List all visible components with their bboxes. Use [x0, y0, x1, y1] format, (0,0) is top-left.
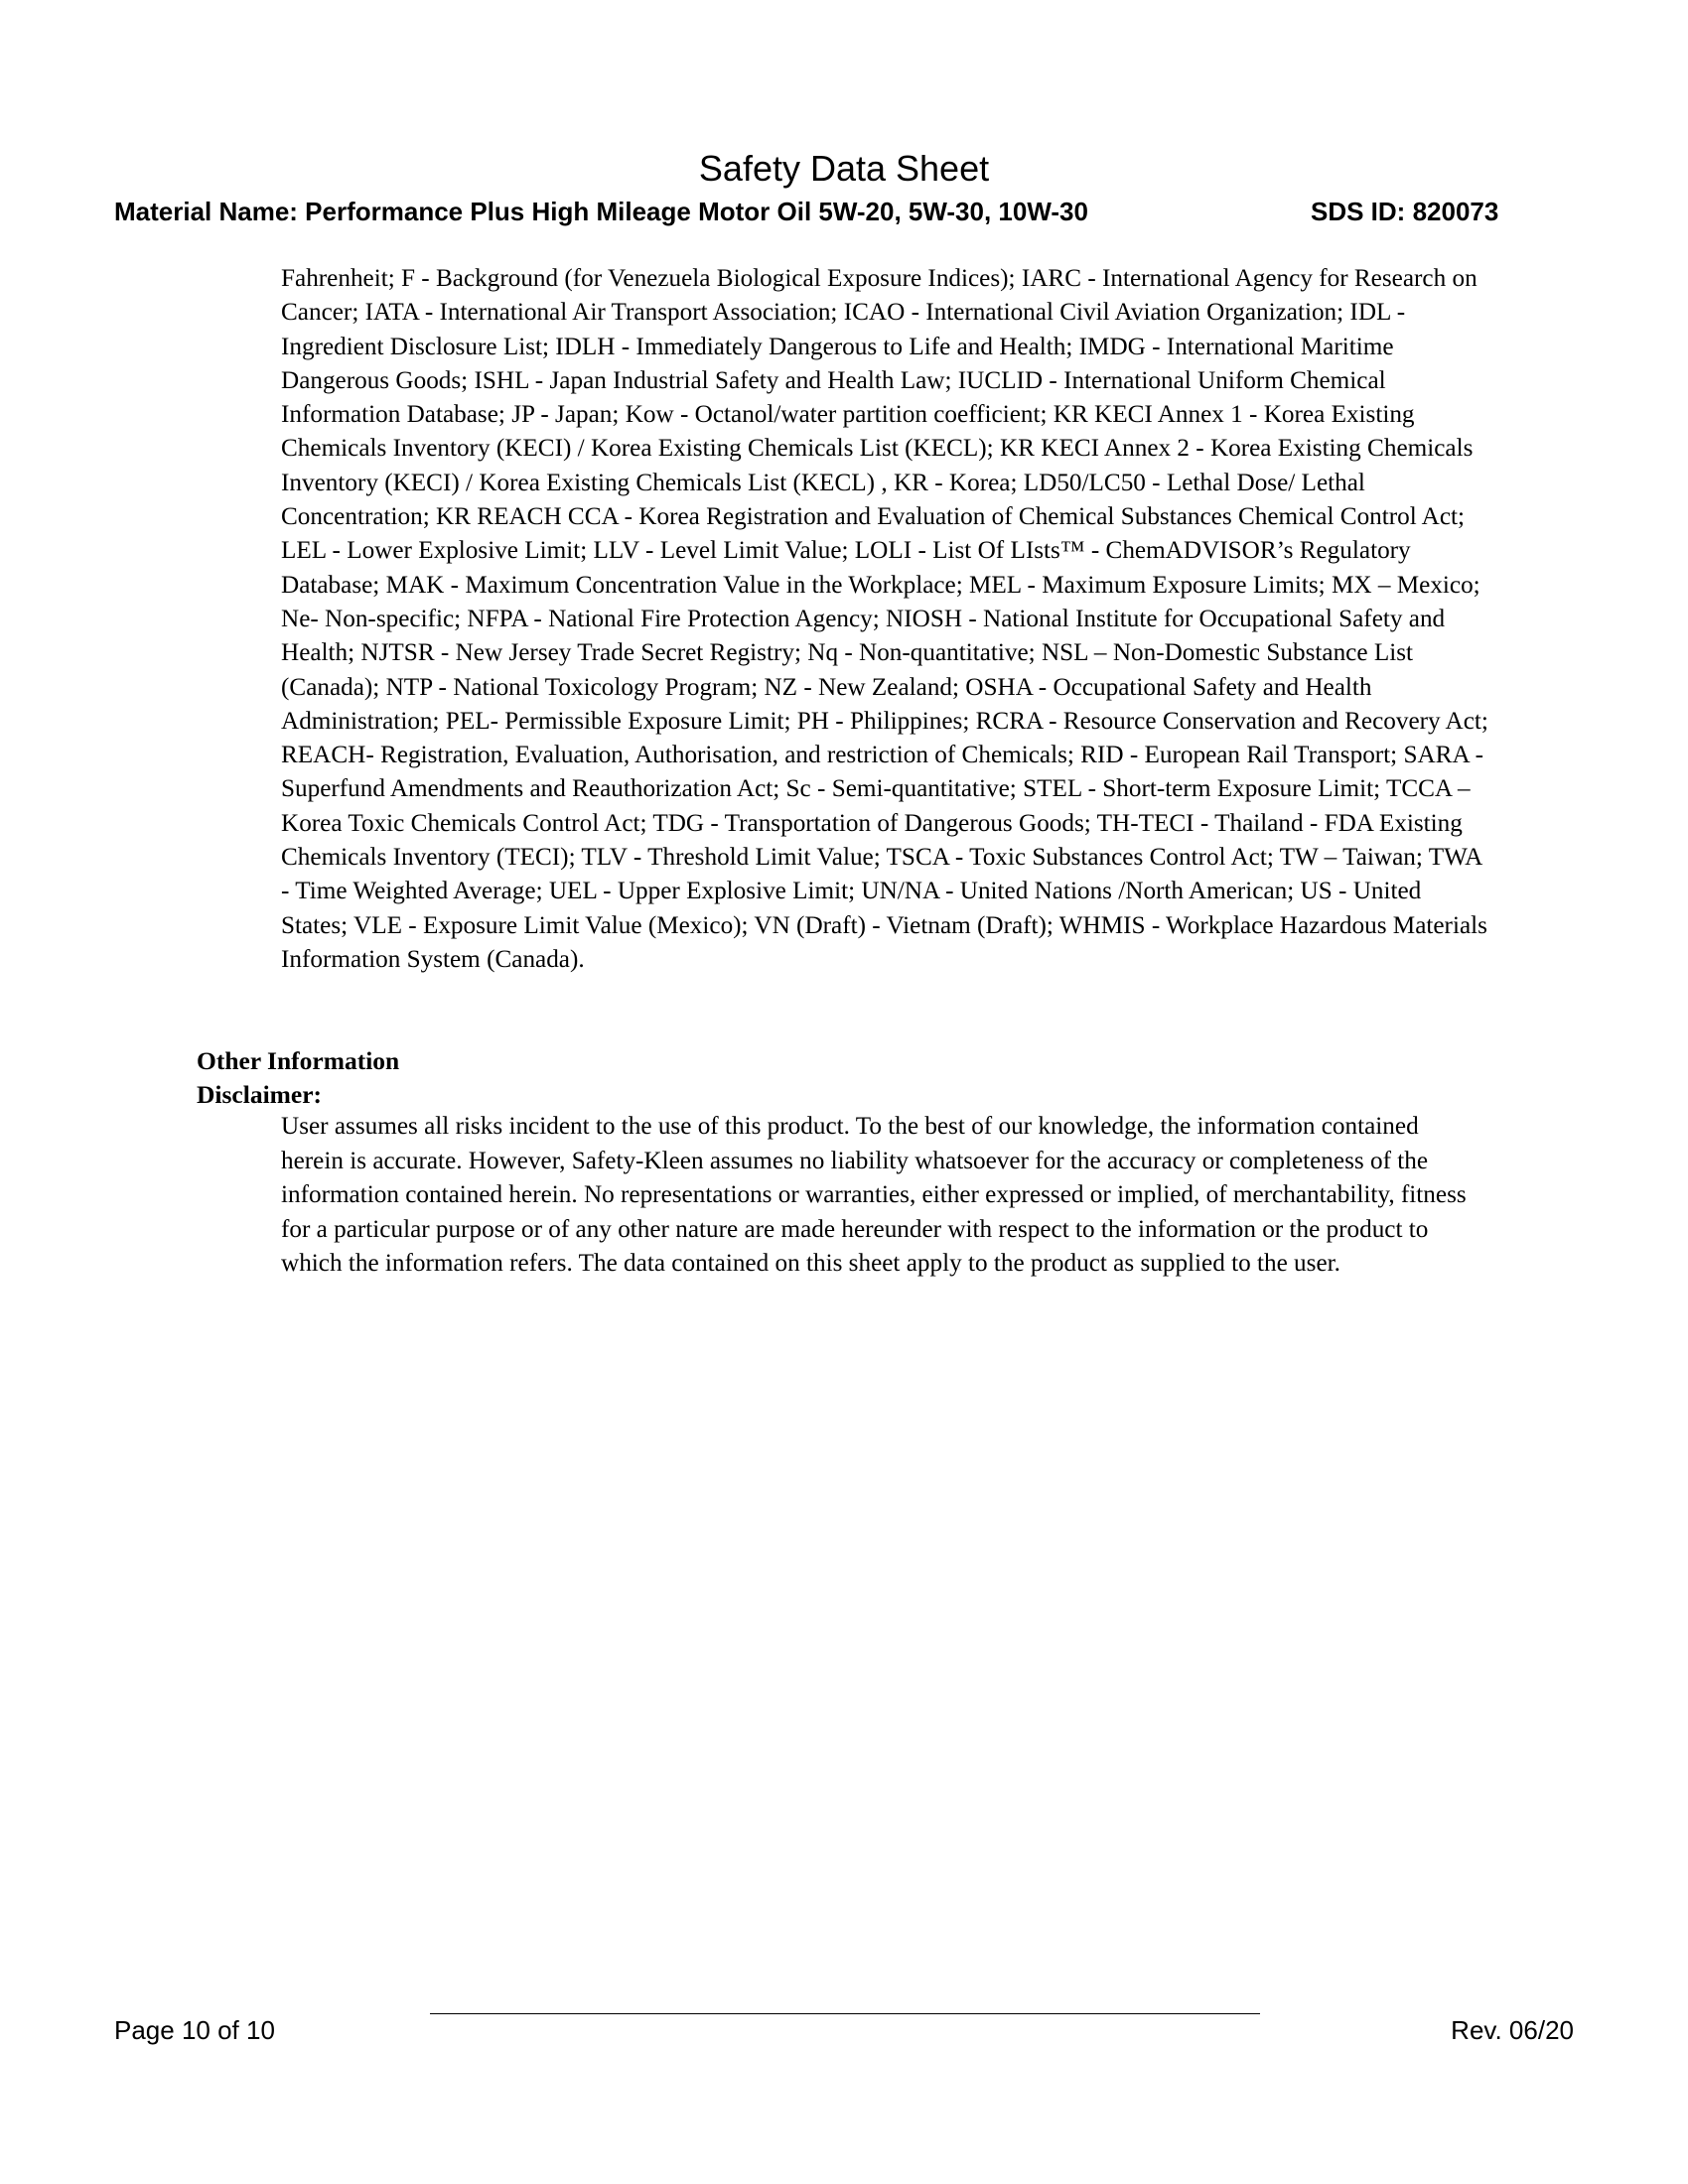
revision-date: Rev. 06/20 [1451, 2015, 1574, 2045]
disclaimer-paragraph: User assumes all risks incident to the use of this product. To the best of our knowledge, the information contained herein is accurate. However, Safety-Kleen assumes no liability whatsoever for the accuracy or completeness of the information contained herein. No representations or warranties, either expressed or implied, of merchantability, fitness for a particular purpose or of any other nature are made hereunder with respect to the information or the product to which the information refers. The data contained on this sheet apply to the product as supplied to the user. [281, 1113, 1467, 1277]
sds-id: SDS ID: 820073 [1311, 197, 1499, 226]
disclaimer-heading: Disclaimer: [197, 1080, 323, 1109]
footer-divider [430, 2013, 1260, 2014]
material-name: Material Name: Performance Plus High Mileage Motor Oil 5W-20, 5W-30, 10W-30 [114, 197, 1088, 226]
document-title: Safety Data Sheet [698, 148, 990, 189]
page-number: Page 10 of 10 [114, 2015, 275, 2045]
abbreviations-paragraph: Fahrenheit; F - Background (for Venezuela Biological Exposure Indices); IARC - International Agency for Research on Cancer; IATA - International Air Transport Association; ICAO - International Civil Aviation Organization; IDL - Ingredient Disclosure List; IDLH - Immediately Dangerous to Life and Health; IMDG - International Maritime Dangerous Goods; ISHL - Japan Industrial Safety and Health Law; IUCLID - International Uniform Chemical Information Database; JP - Japan; Kow - Octanol/water partition coefficient; KR KECI Annex 1 - Korea Existing Chemicals Inventory (KECI) / Korea Existing Chemicals List (KECL); KR KECI Annex 2 - Korea Existing Chemicals Inventory (KECI) / Korea Existing Chemicals List (KECL) , KR - Korea; LD50/LC50 - Lethal Dose/ Lethal Concentration; KR REACH CCA - Korea Registration and Evaluation of Chemical Substances Chemical Control Act; LEL - Lower Explosive Limit; LLV - Level Limit Value; LOLI - List Of LIsts™ - ChemADVISOR’s Regulatory Database; MAK - Maximum Concentration Value in the Workplace; MEL - Maximum Exposure Limits; MX – Mexico; Ne- Non-specific; NFPA - National Fire Protection Agency; NIOSH - National Institute for Occupational Safety and Health; NJTSR - New Jersey Trade Secret Registry; Nq - Non-quantitative; NSL – Non-Domestic Substance List (Canada); NTP - National Toxicology Program; NZ - New Zealand; OSHA - Occupational Safety and Health Administration; PEL- Permissible Exposure Limit; PH - Philippines; RCRA - Resource Conservation and Recovery Act; REACH- Registration, Evaluation, Authorisation, and restriction of Chemicals; RID - European Rail Transport; SARA - Superfund Amendments and Reauthorization Act; Sc - Semi-quantitative; STEL - Short-term Exposure Limit; TCCA – Korea Toxic Chemicals Control Act; TDG - Transportation of Dangerous Goods; TH-TECI - Thailand - FDA Existing Chemicals Inventory (TECI); TLV - Threshold Limit Value; TSCA - Toxic Substances Control Act; TW – Taiwan; TWA - Time Weighted Average; UEL - Upper Explosive Limit; UN/NA - United Nations /North American; US - United States; VLE - Exposure Limit Value (Mexico); VN (Draft) - Vietnam (Draft); WHMIS - Workplace Hazardous Materials Information System (Canada). [281, 265, 1488, 973]
other-information-heading: Other Information [197, 1046, 400, 1075]
